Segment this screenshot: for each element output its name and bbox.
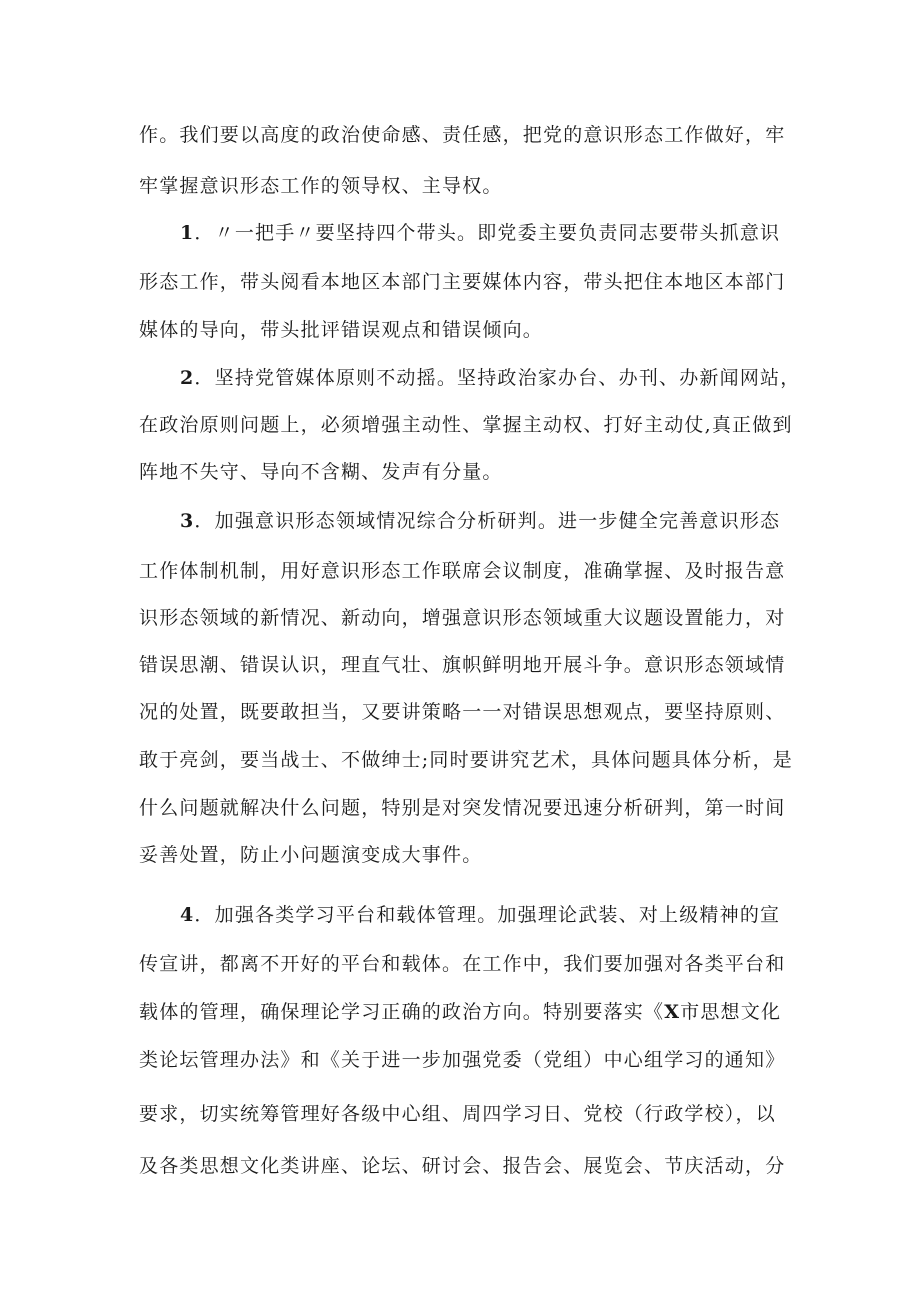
para3-line7: 什么问题就解决什么问题，特别是对突发情况要迅速分析研判，第一时间 — [139, 797, 786, 819]
para4-line5: 要求，切实统筹管理好各级中心组、周四学习日、党校（行政学校），以 — [139, 1103, 776, 1125]
para2-line1-text: ．坚持党管媒体原则不动摇。坚持政治家办台、办刊、办新闻网站， — [194, 367, 801, 389]
para2-line1 — [180, 366, 801, 390]
para1-line1-text: ．〃一把手〃要坚持四个带头。即党委主要负责同志要带头抓意识 — [194, 222, 781, 244]
para4-number: 4 — [180, 904, 195, 926]
para1-number: 1 — [180, 222, 195, 244]
para3-number: 3 — [180, 510, 195, 532]
para4-line1 — [180, 903, 790, 927]
para1-line2: 形态工作，带头阅看本地区本部门主要媒体内容，带头把住本地区本部门 — [139, 271, 786, 293]
para0-line1: 作。我们要以高度的政治使命感、责任感，把党的意识形态工作做好，牢 — [139, 124, 786, 146]
para3-line4: 错误思潮、错误认识，理直气壮、旗帜鲜明地开展斗争。意识形态领域情 — [139, 654, 786, 676]
para4-line1-text: ．加强各类学习平台和载体管理。加强理论武装、对上级精神的宣 — [194, 904, 781, 926]
para3-line6: 敢于亮剑，要当战士、不做绅士;同时要讲究艺术，具体问题具体分析，是 — [139, 749, 794, 771]
para4-line3-part1: 载体的管理，确保理论学习正确的政治方向。特别要落实《 — [139, 1001, 665, 1023]
para4-city-x: X — [664, 1001, 681, 1023]
para3-line2: 工作体制机制，用好意识形态工作联席会议制度，准确掌握、及时报告意 — [139, 560, 786, 582]
para4-line2: 传宣讲，都离不开好的平台和载体。在工作中，我们要加强对各类平台和 — [139, 953, 786, 975]
para2-number: 2 — [180, 367, 195, 389]
para1-line3: 媒体的导向，带头批评错误观点和错误倾向。 — [139, 319, 544, 341]
para2-line2: 在政治原则问题上，必须增强主动性、掌握主动权、打好主动仗,真正做到 — [139, 414, 793, 436]
para4-line4: 类论坛管理办法》和《关于进一步加强党委（党组）中心组学习的通知》 — [139, 1049, 786, 1071]
para3-line8: 妥善处置，防止小问题演变成大事件。 — [139, 844, 483, 866]
para3-line1 — [180, 509, 790, 533]
para0-line2: 牢掌握意识形态工作的领导权、主导权。 — [139, 175, 503, 197]
para4-line3-part2: 市思想文化 — [680, 1001, 782, 1023]
para2-line3: 阵地不失守、导向不含糊、发声有分量。 — [139, 461, 503, 483]
para3-line5: 况的处置，既要敢担当，又要讲策略一一对错误思想观点，要坚持原则、 — [139, 701, 786, 723]
para1-line1 — [180, 221, 790, 245]
para4-line6: 及各类思想文化类讲座、论坛、研讨会、报告会、展览会、节庆活动，分 — [139, 1155, 786, 1177]
para3-line3: 识形态领域的新情况、新动向，增强意识形态领域重大议题设置能力，对 — [139, 607, 786, 629]
para3-line1-text: ．加强意识形态领域情况综合分析研判。进一步健全完善意识形态 — [194, 510, 781, 532]
para4-line3 — [139, 1000, 789, 1024]
